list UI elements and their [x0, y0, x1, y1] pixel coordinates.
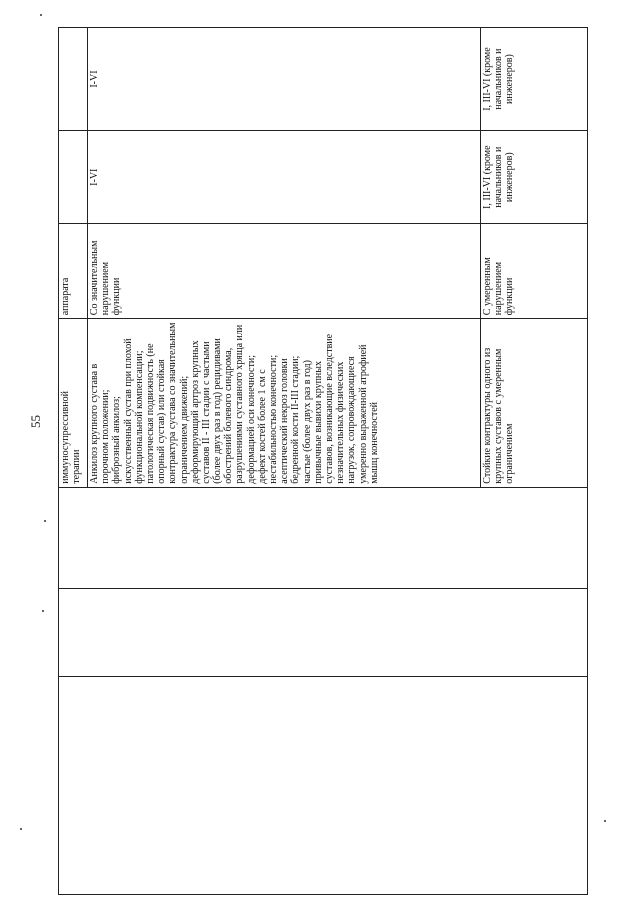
empty-cell — [59, 487, 588, 588]
scan-speck — [42, 610, 44, 612]
category-cell — [59, 28, 88, 131]
category-cell: I, III-VI (кроме начальников и инженеров) — [481, 131, 588, 224]
category-cell: I-VI — [88, 131, 481, 224]
severity-cell: С умеренным нарушением функции — [481, 224, 588, 319]
scan-speck — [40, 14, 42, 16]
table-row — [59, 28, 88, 895]
page-number: 55 — [28, 415, 43, 428]
disability-criteria-table — [58, 27, 588, 895]
condition-cell: Стойкие контрактуры одного из крупных суставов с умеренным ограничением — [481, 319, 588, 487]
scan-speck — [604, 820, 606, 822]
scan-speck — [20, 828, 22, 830]
scan-speck — [44, 520, 46, 522]
condition-cell: иммуносупрессивной терапии — [59, 319, 88, 487]
category-cell: I, III-VI (кроме начальников и инженеров) — [481, 28, 588, 131]
rotated-page-content — [58, 27, 588, 895]
empty-cell — [59, 589, 588, 677]
severity-cell: Со значительным нарушением функции — [88, 224, 481, 319]
condition-cell: Анкилоз крупного сустава в порочном положении; фиброзный анкилоз; искусственный сустав при плохой функциональной компенсации; патологическая подвижность (не опорный сустав) или стойкая контрактура сустава со значительным ограничением движений; деформирующий артроз крупных суставов II - III стадии с частыми (более двух раз в год) рецидивами обострений болевого синдрома, разрушениями суставного хряща или деформацией оси конечности; дефект костей более 1 см с нестабильностью конечности; асептический некроз головки бедренной кости II-III стадии; частые (более двух раз в год) привычные вывихи крупных суставов, возникающие вследствие незначительных физических нагрузок, сопровождающиеся умеренно выраженной атрофией мышц конечностей — [88, 319, 481, 487]
empty-cell — [59, 677, 588, 895]
category-cell — [59, 131, 88, 224]
severity-cell: аппарата — [59, 224, 88, 319]
category-cell: I-VI — [88, 28, 481, 131]
